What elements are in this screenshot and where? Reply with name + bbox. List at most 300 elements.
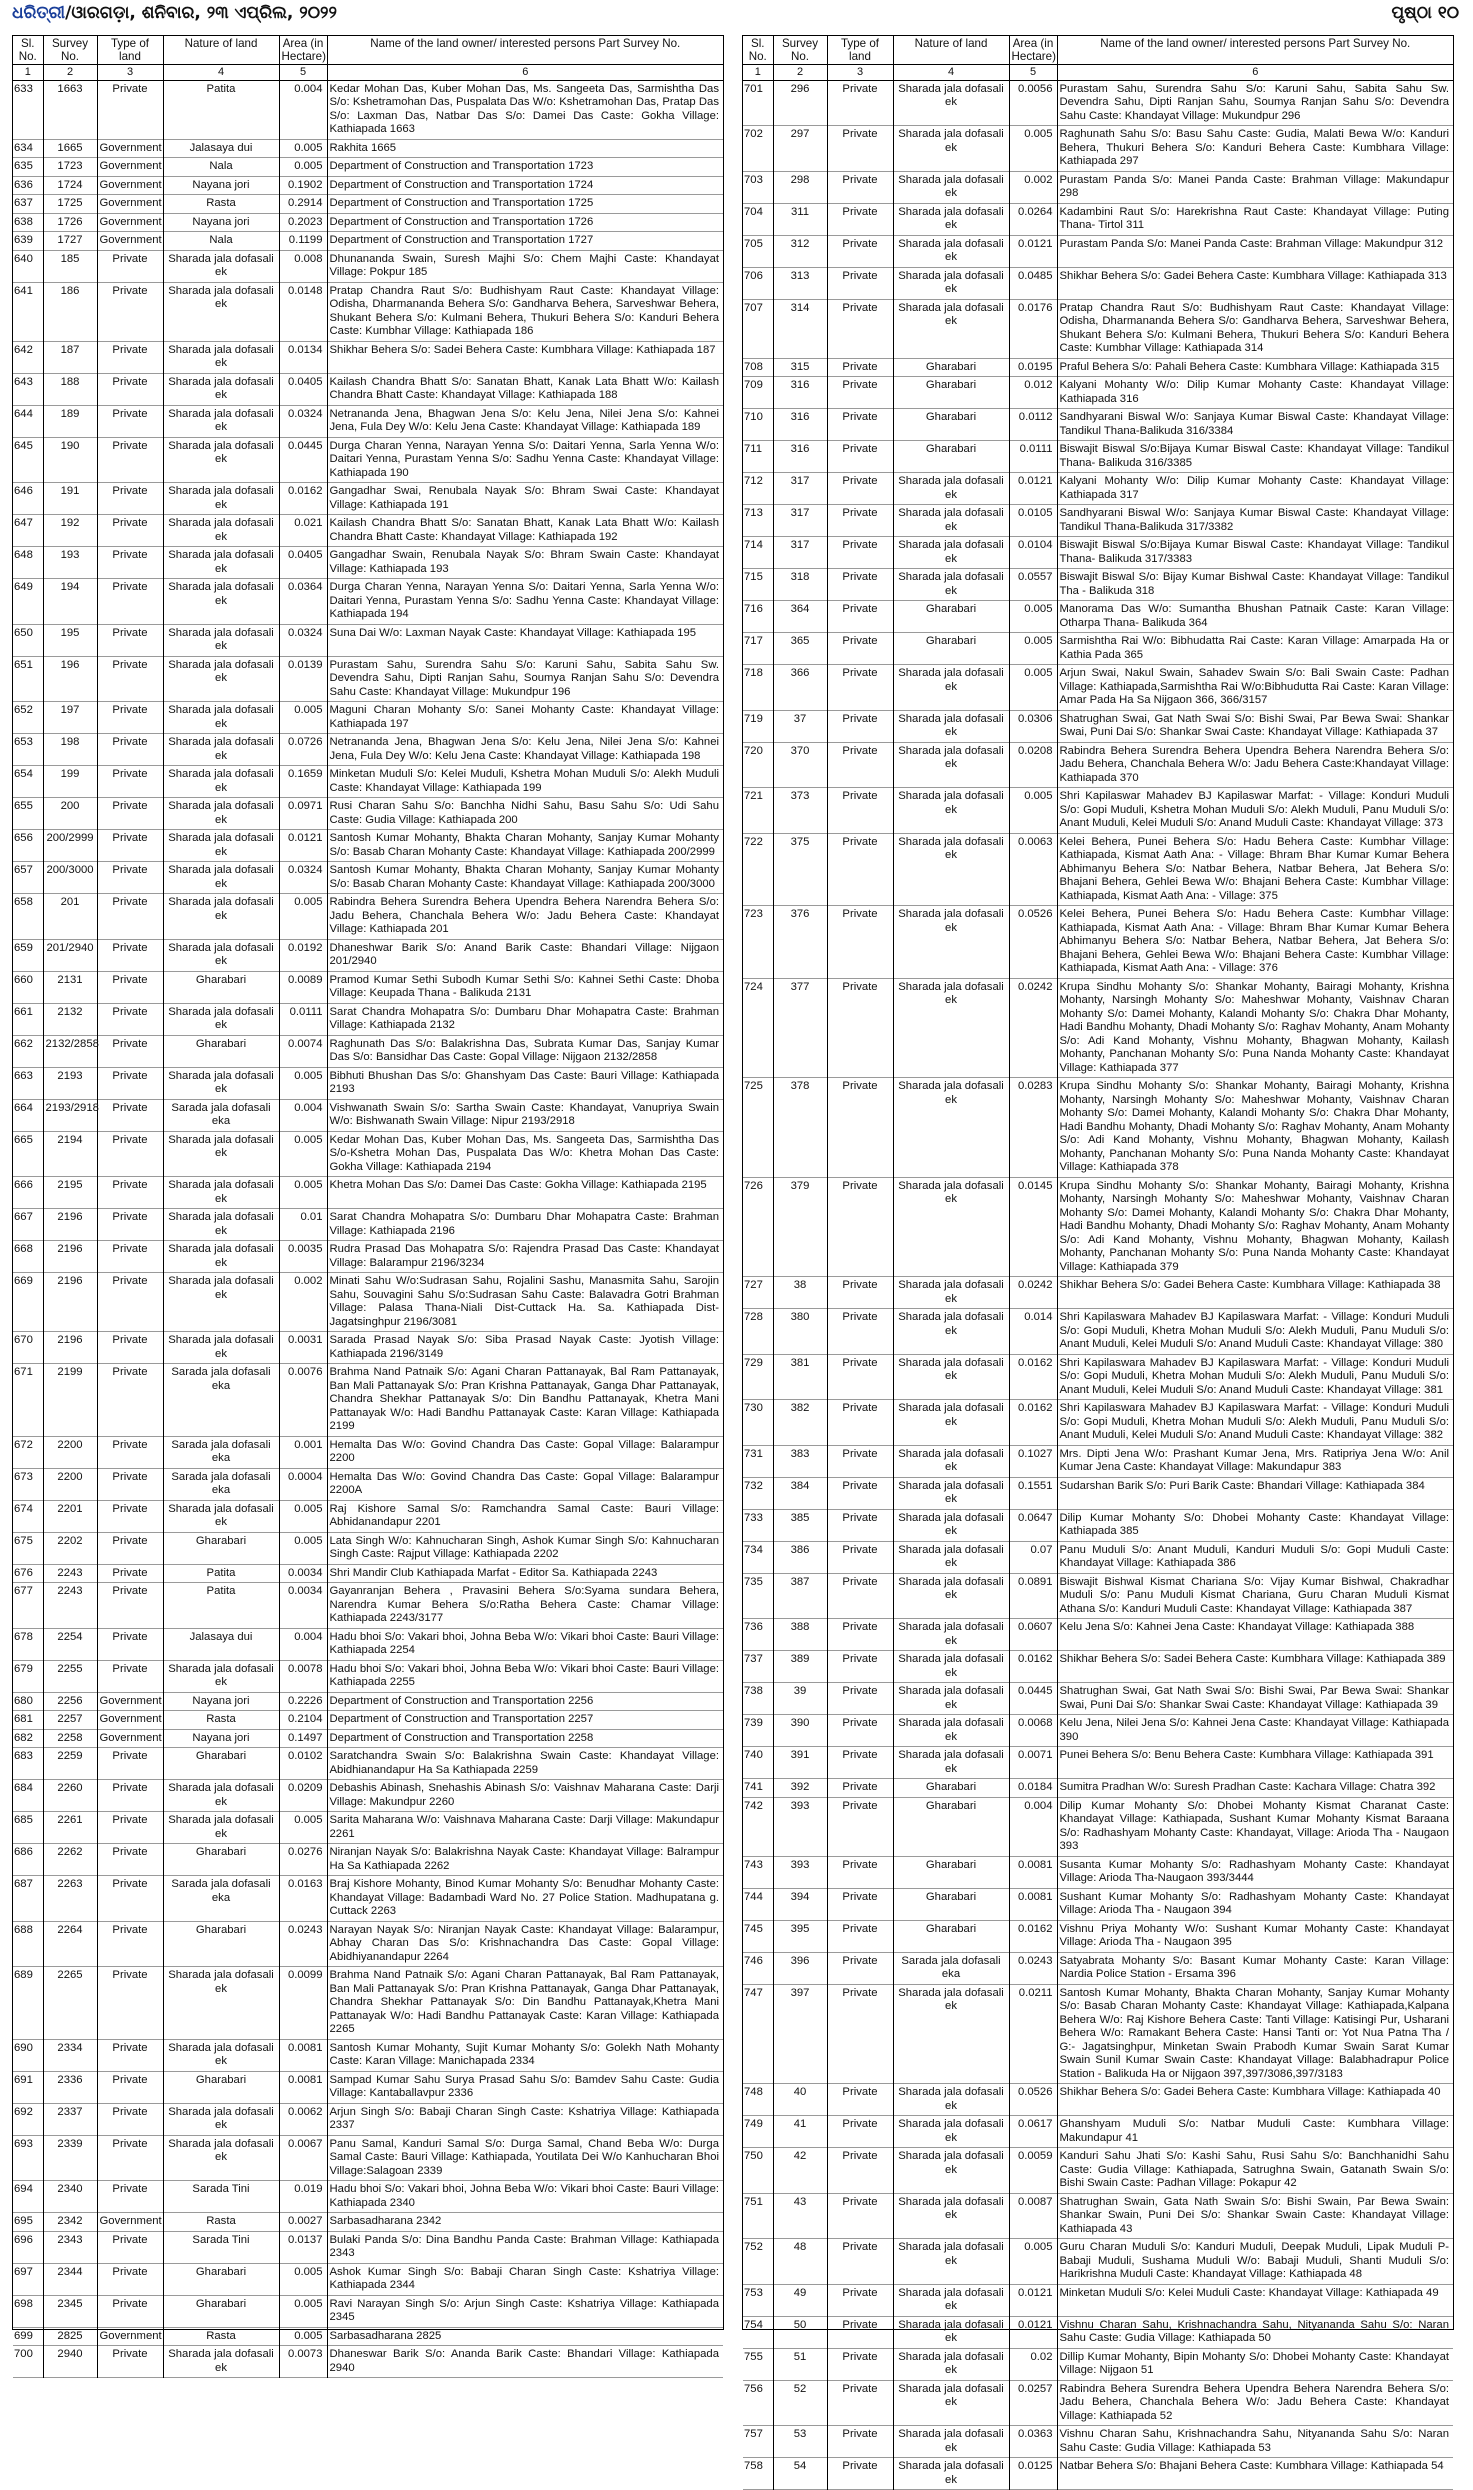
land-nature-cell: Patita <box>163 1564 279 1583</box>
area-cell: 0.1199 <box>279 232 327 251</box>
area-cell: 0.0031 <box>279 1332 327 1364</box>
sl-no-cell: 735 <box>743 1573 773 1619</box>
owner-cell: Bibhuti Bhushan Das S/o: Ghanshyam Das Caste: Bauri Village: Kathiapada 2193 <box>329 1069 719 1095</box>
area-cell: 0.0557 <box>1009 569 1057 601</box>
land-type-cell: Private <box>97 1099 163 1131</box>
area-cell: 0.0089 <box>279 971 327 1003</box>
land-nature-cell: Nala <box>163 158 279 177</box>
owner-cell: Krupa Sindhu Mohanty S/o: Shankar Mohanty, Bairagi Mohanty, Krishna Mohanty, Narsingh Mohanty S/o: Maheshwar Mohanty, Vaishnav Charan Mohanty S/o: Damei Mohanty, Kalandi Mohanty S/o: Chakra Dhar Mohanty, Hadi Bandhu Mohanty, Dhadi Mohanty S/o: Raghav Mohanty, Anam Mohanty S/o: Adi Kand Mohanty, Vishnu Mohanty, Bhagwan Mohanty, Kailash Mohanty, Panchanan Mohanty S/o: Puna Nanda Mohanty Caste: Khandayat Village: Kathiapada 377 <box>1059 980 1449 1074</box>
area-cell: 0.002 <box>279 1273 327 1332</box>
table-row <box>743 1920 1453 1952</box>
land-type-cell: Private <box>827 126 893 172</box>
sl-no-cell: 671 <box>13 1364 43 1437</box>
survey-no-cell: 2194 <box>43 1131 97 1177</box>
owner-cell: Sarmishtha Rai W/o: Bibhudatta Rai Caste: Karan Village: Amarpada Ha or Kathia Pada 365 <box>1059 635 1449 661</box>
table-row <box>13 1209 723 1241</box>
land-nature-cell: Gharabari <box>893 358 1009 377</box>
land-type-cell: Government <box>97 1729 163 1748</box>
survey-no-cell: 2261 <box>43 1812 97 1844</box>
sl-no-cell: 732 <box>743 1477 773 1509</box>
table-row <box>13 1003 723 1035</box>
owner-cell: Shikhar Behera S/o: Sadei Behera Caste: Kumbhara Village: Kathiapada 187 <box>329 343 716 356</box>
area-cell: 0.012 <box>1009 377 1057 409</box>
sl-no-cell: 720 <box>743 742 773 788</box>
sl-no-cell: 755 <box>743 2348 773 2380</box>
sl-no-cell: 652 <box>13 702 43 734</box>
land-type-cell: Private <box>827 1477 893 1509</box>
land-type-cell: Private <box>827 906 893 979</box>
land-type-cell: Private <box>827 1541 893 1573</box>
owner-cell: Shatrughan Swai, Gat Nath Swai S/o: Bishi Swai, Par Bewa Swai: Shankar Swai, Puni Dai S/o: Shankar Swai Caste: Khandayat Village: Kathiapada 39 <box>1059 1685 1449 1711</box>
survey-no-cell: 43 <box>773 2193 827 2239</box>
table-row <box>13 139 723 158</box>
land-type-cell: Private <box>827 2193 893 2239</box>
land-nature-cell: Sharada jala dofasali ek <box>163 547 279 579</box>
sl-no-cell: 743 <box>743 1856 773 1888</box>
owner-cell: Biswajit Biswal S/o:Bijaya Kumar Biswal Caste: Khandayat Village: Tandikul Thana- Balikuda 317/3383 <box>1059 539 1449 565</box>
sl-no-cell: 748 <box>743 2084 773 2116</box>
survey-no-cell: 2258 <box>43 1729 97 1748</box>
owner-cell: Krupa Sindhu Mohanty S/o: Shankar Mohanty, Bairagi Mohanty, Krishna Mohanty, Narsingh Mohanty S/o: Maheshwar Mohanty, Vaishnav Charan Mohanty S/o: Damei Mohanty, Kalandi Mohanty S/o: Chakra Dhar Mohanty, Hadi Bandhu Mohanty, Dhadi Mohanty S/o: Raghav Mohanty, Anam Mohanty S/o: Adi Kand Mohanty, Vishnu Mohanty, Bhagwan Mohanty, Kailash Mohanty, Panchanan Mohanty S/o: Puna Nanda Mohanty Caste: Khandayat Village: Kathiapada 378 <box>1059 1080 1449 1173</box>
land-type-cell: Private <box>827 710 893 742</box>
land-nature-cell: Sharada jala dofasali ek <box>163 1241 279 1273</box>
table-row <box>13 1177 723 1209</box>
area-cell: 0.0104 <box>1009 537 1057 569</box>
land-nature-cell: Sharada jala dofasali ek <box>893 2284 1009 2316</box>
sl-no-cell: 757 <box>743 2426 773 2458</box>
land-type-cell: Private <box>827 1619 893 1651</box>
land-type-cell: Private <box>827 1277 893 1309</box>
owner-cell: Dhaneshwar Barik S/o: Anand Barik Caste: Bhandari Village: Nijgaon 201/2940 <box>329 941 719 967</box>
table-row <box>13 437 723 483</box>
land-nature-cell: Sharada jala dofasali ek <box>163 1332 279 1364</box>
land-type-cell: Private <box>97 1564 163 1583</box>
land-type-cell: Private <box>97 1921 163 1967</box>
table-row <box>743 1715 1453 1747</box>
area-cell: 0.0081 <box>279 2039 327 2071</box>
land-type-cell: Government <box>97 1711 163 1730</box>
survey-no-cell: 194 <box>43 579 97 625</box>
land-nature-cell: Gharabari <box>163 1532 279 1564</box>
area-cell: 0.0087 <box>1009 2193 1057 2239</box>
land-type-cell: Private <box>97 1241 163 1273</box>
survey-no-cell: 192 <box>43 515 97 547</box>
area-cell: 0.0163 <box>279 1876 327 1922</box>
owner-cell: Khetra Mohan Das S/o: Damei Das Caste: Gokha Village: Kathiapada 2195 <box>329 1179 707 1191</box>
area-cell: 0.0276 <box>279 1844 327 1876</box>
owner-cell: Netrananda Jena, Bhagwan Jena S/o: Kelu Jena, Nilei Jena S/o: Kahnei Jena, Fula Dey W/o: Kelu Jena Caste: Khandayat Village: Kathiapada 189 <box>329 407 719 433</box>
land-type-cell: Private <box>97 373 163 405</box>
land-type-cell: Private <box>827 377 893 409</box>
owner-cell: Raghunath Sahu S/o: Basu Sahu Caste: Gudia, Malati Bewa W/o: Kanduri Behera, Thukuri Behera S/o: Kanduri Behera Caste: Kumbhara Village: Kathiapada 297 <box>1059 128 1449 167</box>
land-nature-cell: Gharabari <box>163 2295 279 2327</box>
sl-no-cell: 645 <box>13 437 43 483</box>
land-nature-cell: Sharada jala dofasali ek <box>893 505 1009 537</box>
survey-no-cell: 316 <box>773 409 827 441</box>
land-type-cell: Government <box>97 2327 163 2346</box>
owner-cell: Department of Construction and Transportation 2258 <box>329 1731 594 1744</box>
sl-no-cell: 724 <box>743 978 773 1078</box>
survey-no-cell: 188 <box>43 373 97 405</box>
survey-no-cell: 316 <box>773 441 827 473</box>
table-row <box>743 665 1453 711</box>
table-row <box>13 1583 723 1629</box>
land-nature-cell: Sharada jala dofasali ek <box>893 2426 1009 2458</box>
owner-cell: Narayan Nayak S/o: Niranjan Nayak Caste: Khandayat Village: Balarampur, Abhay Charan Das S/o: Krishnachandra Das Caste: Gopal Village: Abidhiyanandapur 2264 <box>329 1923 719 1963</box>
owner-cell: Santosh Kumar Mohanty, Sujit Kumar Mohanty S/o: Golekh Nath Mohanty Caste: Karan Village: Manichapada 2334 <box>329 2041 719 2067</box>
area-cell: 0.01 <box>279 1209 327 1241</box>
owner-cell: Punei Behera S/o: Benu Behera Caste: Kumbhara Village: Kathiapada 391 <box>1059 1749 1434 1761</box>
area-cell: 0.008 <box>279 250 327 282</box>
area-cell: 0.0324 <box>279 405 327 437</box>
table-row <box>743 2239 1453 2285</box>
table-row <box>13 2039 723 2071</box>
table-row <box>743 978 1453 1078</box>
owner-cell: Minketan Muduli S/o: Kelei Muduli Caste: Khandayat Village: Kathiapada 49 <box>1059 2286 1439 2299</box>
area-cell: 0.07 <box>1009 1541 1057 1573</box>
sl-no-cell: 637 <box>13 195 43 214</box>
survey-no-cell: 317 <box>773 473 827 505</box>
left-table-column <box>12 35 724 2374</box>
sl-no-cell: 716 <box>743 601 773 633</box>
area-cell: 0.0105 <box>1009 505 1057 537</box>
land-nature-cell: Gharabari <box>163 1748 279 1780</box>
owner-cell: Kelei Behera, Punei Behera S/o: Hadu Behera Caste: Kumbhar Village: Kathiapada, Kismat Aath Ana: - Village: Bhram Bhar Kumar Kumar Behera Abhimanyu Behera S/o: Natbar Behera, Natbar Behera, Jat Behera S/o: Bhajani Behera, Gehlei Bewa W/o: Bhajani Behera Caste: Kumbhar Village: Kathiapada, Kismat Aath Ana: - Village: 375 <box>1059 835 1449 902</box>
survey-no-cell: 54 <box>773 2458 827 2490</box>
land-type-cell: Private <box>97 1780 163 1812</box>
sl-no-cell: 665 <box>13 1131 43 1177</box>
area-cell: 0.005 <box>279 1500 327 1532</box>
land-type-cell: Private <box>97 734 163 766</box>
table-row <box>743 2284 1453 2316</box>
area-cell: 0.0034 <box>279 1564 327 1583</box>
table-row <box>13 1876 723 1922</box>
sl-no-cell: 672 <box>13 1436 43 1468</box>
land-nature-cell: Sharada jala dofasali ek <box>893 126 1009 172</box>
land-nature-cell: Rasta <box>163 2327 279 2346</box>
owner-cell: Department of Construction and Transportation 2256 <box>329 1694 594 1707</box>
area-cell: 0.004 <box>1009 1797 1057 1856</box>
area-cell: 0.0027 <box>279 2213 327 2232</box>
col-header-sl: Sl. No. <box>743 36 773 65</box>
col-number: 5 <box>1009 65 1057 81</box>
col-header-area: Area (in Hectare) <box>279 36 327 65</box>
area-cell: 0.005 <box>279 2295 327 2327</box>
sl-no-cell: 709 <box>743 377 773 409</box>
table-row <box>13 213 723 232</box>
area-cell: 0.0243 <box>1009 1952 1057 1984</box>
column-number-row <box>13 65 723 81</box>
area-cell: 0.0324 <box>279 624 327 656</box>
owner-cell: Natbar Behera S/o: Bhajani Behera Caste: Kumbhara Village: Kathiapada 54 <box>1059 2460 1444 2472</box>
col-number: 6 <box>327 65 723 81</box>
owner-cell: Brahma Nand Patnaik S/o: Agani Charan Pattanayak, Bal Ram Pattanayak, Ban Mali Pattanayak S/o: Pran Krishna Pattanayak, Ganga Dhar Pattanayak, Chandra Shekhar Pattanayak S/o: Din Bandhu Pattanayak, Khetra Mani Pattanayak W/o: Hadi Bandhu Pattanayak Caste: Karan Village: Kathiapada 2199 <box>329 1366 719 1432</box>
land-nature-cell: Sharada jala dofasali ek <box>163 1812 279 1844</box>
table-row <box>13 1564 723 1583</box>
owner-cell: Durga Charan Yenna, Narayan Yenna S/o: Daitari Yenna, Sarla Yenna W/o: Daitari Yenna, Purastam Yenna S/o: Sadhu Yenna Caste: Khandayat Village: Kathiapada 194 <box>329 581 719 620</box>
land-nature-cell: Sharada jala dofasali ek <box>893 537 1009 569</box>
sl-no-cell: 680 <box>13 1692 43 1711</box>
survey-no-cell: 51 <box>773 2348 827 2380</box>
survey-no-cell: 2825 <box>43 2327 97 2346</box>
owner-cell: Rabindra Behera Surendra Behera Upendra Behera Narendra Behera S/o: Jadu Behera, Chanchala Behera W/o: Jadu Behera Caste:Khandayat Village: Kathiapada 370 <box>1059 744 1449 784</box>
owner-cell: Kedar Mohan Das, Kuber Mohan Das, Ms. Sangeeta Das, Sarmishtha Das S/o-Kshetra Mohan Das, Puspalata Das W/o: Khetra Mohan Das Caste: Gokha Village: Kathiapada 2194 <box>329 1133 719 1173</box>
survey-no-cell: 2337 <box>43 2103 97 2135</box>
owner-cell: Kadambini Raut S/o: Harekrishna Raut Caste: Khandayat Village: Puting Thana- Tirtol 311 <box>1059 205 1449 231</box>
survey-no-cell: 393 <box>773 1797 827 1856</box>
col-number: 4 <box>893 65 1009 81</box>
land-nature-cell: Gharabari <box>893 1888 1009 1920</box>
land-type-cell: Government <box>97 213 163 232</box>
owner-cell: Shatrughan Swain, Gata Nath Swain S/o: Bishi Swain, Par Bewa Swain: Shankar Swain, Puni Dei S/o: Shankar Swain Caste: Khandayat Village: Kathiapada 43 <box>1059 2195 1449 2235</box>
owner-cell: Hadu bhoi S/o: Vakari bhoi, Johna Beba W/o: Vikari bhoi Caste: Bauri Village: Kathiapada 2340 <box>329 2183 719 2209</box>
survey-no-cell: 52 <box>773 2380 827 2426</box>
survey-no-cell: 376 <box>773 906 827 979</box>
sl-no-cell: 742 <box>743 1797 773 1856</box>
area-cell: 0.0162 <box>1009 1354 1057 1400</box>
area-cell: 0.0363 <box>1009 2426 1057 2458</box>
table-row <box>13 971 723 1003</box>
owner-cell: Purastam Panda S/o: Manei Panda Caste: Brahman Village: Makundpur 312 <box>1059 237 1443 250</box>
owner-cell: Kelu Jena, Nilei Jena S/o: Kahnei Jena Caste: Khandayat Village: Kathiapada 390 <box>1059 1717 1449 1743</box>
sl-no-cell: 696 <box>13 2231 43 2263</box>
land-nature-cell: Sarada jala dofasali eka <box>163 1876 279 1922</box>
survey-no-cell: 390 <box>773 1715 827 1747</box>
land-nature-cell: Gharabari <box>893 601 1009 633</box>
land-nature-cell: Sarada jala dofasali eka <box>163 1468 279 1500</box>
area-cell: 0.0139 <box>279 656 327 702</box>
land-nature-cell: Sharada jala dofasali ek <box>893 2458 1009 2490</box>
sl-no-cell: 678 <box>13 1628 43 1660</box>
sl-no-cell: 666 <box>13 1177 43 1209</box>
owner-cell: Dilip Kumar Mohanty S/o: Dhobei Mohanty Kismat Charanat Caste: Khandayat Village: Kathiapada, Sushant Kumar Mohanty Kismat Baraana S/o: Radhashyam Mohanty Caste: Khandayat, Village: Arioda Tha - Naugaon 393 <box>1059 1799 1449 1852</box>
area-cell: 0.004 <box>279 1628 327 1660</box>
owner-cell: Purastam Sahu, Surendra Sahu S/o: Karuni Sahu, Sabita Sahu Sw. Devendra Sahu, Dipti Ranjan Sahu, Soumya Ranjan Sahu S/o: Devendra Sahu Caste: Khandayat Village: Mukundpur 296 <box>1059 82 1449 122</box>
area-cell: 0.0726 <box>279 734 327 766</box>
table-row <box>743 1619 1453 1651</box>
sl-no-cell: 649 <box>13 579 43 625</box>
survey-no-cell: 388 <box>773 1619 827 1651</box>
table-row <box>743 1779 1453 1798</box>
survey-no-cell: 318 <box>773 569 827 601</box>
land-type-cell: Private <box>827 788 893 834</box>
owner-cell: Department of Construction and Transportation 1725 <box>329 197 594 209</box>
sl-no-cell: 706 <box>743 267 773 299</box>
area-cell: 0.0162 <box>1009 1400 1057 1446</box>
survey-no-cell: 317 <box>773 505 827 537</box>
table-row <box>743 203 1453 235</box>
land-type-cell: Private <box>827 1952 893 1984</box>
owner-cell: Gangadhar Swai, Renubala Nayak S/o: Bhram Swai Caste: Khandayat Village: Kathiapada 191 <box>329 485 719 511</box>
table-row <box>13 1332 723 1364</box>
table-header-row <box>13 36 723 65</box>
sl-no-cell: 711 <box>743 441 773 473</box>
sl-no-cell: 654 <box>13 766 43 798</box>
area-cell: 0.1902 <box>279 176 327 195</box>
area-cell: 0.0056 <box>1009 80 1057 126</box>
table-row <box>13 798 723 830</box>
owner-cell: Sarada Prasad Nayak S/o: Siba Prasad Nayak Caste: Jyotish Village: Kathiapada 2196/3149 <box>329 1334 719 1360</box>
table-row <box>13 1660 723 1692</box>
survey-no-cell: 2200 <box>43 1468 97 1500</box>
owner-cell: Praful Behera S/o: Pahali Behera Caste: Kumbhara Village: Kathiapada 315 <box>1059 360 1440 373</box>
land-type-cell: Private <box>827 203 893 235</box>
owner-cell: Department of Construction and Transportation 1723 <box>329 160 594 172</box>
sl-no-cell: 744 <box>743 1888 773 1920</box>
land-nature-cell: Sharada jala dofasali ek <box>163 579 279 625</box>
land-type-cell: Private <box>827 1797 893 1856</box>
sl-no-cell: 715 <box>743 569 773 601</box>
table-row <box>13 547 723 579</box>
land-type-cell: Private <box>97 830 163 862</box>
survey-no-cell: 2259 <box>43 1748 97 1780</box>
owner-cell: Netrananda Jena, Bhagwan Jena S/o: Kelu Jena, Nilei Jena S/o: Kahnei Jena, Fula Dey W/o: Kelu Jena Caste: Khandayat Village: Kathiapada 198 <box>329 736 719 762</box>
owner-cell: Santosh Kumar Mohanty, Bhakta Charan Mohanty, Sanjay Kumar Mohanty S/o: Basab Charan Mohanty Caste: Khandayat Village: Kathiapada 200/2999 <box>329 832 719 858</box>
owner-cell: Hemalta Das W/o: Govind Chandra Das Caste: Gopal Village: Balarampur 2200A <box>329 1470 719 1496</box>
survey-no-cell: 2254 <box>43 1628 97 1660</box>
table-row <box>743 2426 1453 2458</box>
dateline: /ଓାରଗଡ଼ା, ଶନିବାର, ୨୩ ଏପ୍ରିଲ, ୨୦୨୨ <box>65 3 337 23</box>
survey-no-cell: 186 <box>43 282 97 341</box>
survey-no-cell: 2199 <box>43 1364 97 1437</box>
survey-no-cell: 395 <box>773 1920 827 1952</box>
land-type-cell: Private <box>97 579 163 625</box>
table-row <box>743 742 1453 788</box>
land-type-cell: Private <box>827 358 893 377</box>
land-nature-cell: Nayana jori <box>163 213 279 232</box>
area-cell: 0.005 <box>279 139 327 158</box>
land-nature-cell: Rasta <box>163 1711 279 1730</box>
owner-cell: Shikhar Behera S/o: Gadei Behera Caste: Kumbhara Village: Kathiapada 313 <box>1059 269 1447 282</box>
land-nature-cell: Sharada jala dofasali ek <box>893 1277 1009 1309</box>
owner-cell: Raj Kishore Samal S/o: Ramchandra Samal Caste: Bauri Village: Abhidanandapur 2201 <box>329 1502 719 1528</box>
sl-no-cell: 677 <box>13 1583 43 1629</box>
land-type-cell: Private <box>97 1177 163 1209</box>
sl-no-cell: 675 <box>13 1532 43 1564</box>
survey-no-cell: 2193 <box>43 1067 97 1099</box>
land-type-cell: Private <box>97 971 163 1003</box>
owner-cell: Santosh Kumar Mohanty, Bhakta Charan Mohanty, Sanjay Kumar Mohanty S/o: Basab Charan Mohanty Caste: Khandayat Village: Kathiapada 200/3000 <box>329 864 719 890</box>
sl-no-cell: 676 <box>13 1564 43 1583</box>
land-type-cell: Private <box>827 2284 893 2316</box>
survey-no-cell: 2257 <box>43 1711 97 1730</box>
table-row <box>743 1400 1453 1446</box>
land-type-cell: Private <box>97 341 163 373</box>
area-cell: 0.005 <box>1009 2239 1057 2285</box>
survey-no-cell: 39 <box>773 1683 827 1715</box>
land-nature-cell: Sharada jala dofasali ek <box>163 1003 279 1035</box>
land-nature-cell: Gharabari <box>893 1797 1009 1856</box>
survey-no-cell: 50 <box>773 2316 827 2348</box>
owner-cell: Brahma Nand Patnaik S/o: Agani Charan Pattanayak, Bal Ram Pattanayak, Ban Mali Pattanayak S/o: Pran Krishna Pattanayak, Ganga Dhar Pattanayak, Chandra Shekhar Pattanayak S/o: Din Bandhu Pattanayak,Khetra Mani Pattanayak W/o: Hadi Bandhu Pattanayak Caste: Karan Village: Kathiapada 2265 <box>329 1969 719 2035</box>
area-cell: 0.0102 <box>279 1748 327 1780</box>
land-nature-cell: Gharabari <box>893 441 1009 473</box>
area-cell: 0.0264 <box>1009 203 1057 235</box>
owner-cell: Mrs. Dipti Jena W/o: Prashant Kumar Jena, Mrs. Ratipriya Jena W/o: Anil Kumar Jena Caste: Khandayat Village: Makundapur 383 <box>1059 1447 1449 1473</box>
sl-no-cell: 690 <box>13 2039 43 2071</box>
table-row <box>743 267 1453 299</box>
table-row <box>13 341 723 373</box>
area-cell: 0.0112 <box>1009 409 1057 441</box>
land-type-cell: Private <box>97 1876 163 1922</box>
survey-no-cell: 364 <box>773 601 827 633</box>
area-cell: 0.005 <box>279 1177 327 1209</box>
table-row <box>743 1445 1453 1477</box>
table-row <box>743 1541 1453 1573</box>
col-header-type: Type of land <box>827 36 893 65</box>
sl-no-cell: 737 <box>743 1651 773 1683</box>
sl-no-cell: 695 <box>13 2213 43 2232</box>
area-cell: 0.0405 <box>279 547 327 579</box>
right-table-column <box>742 35 1454 2486</box>
owner-cell: Sumitra Pradhan W/o: Suresh Pradhan Caste: Kachara Village: Chatra 392 <box>1059 1781 1436 1793</box>
area-cell: 0.0134 <box>279 341 327 373</box>
survey-no-cell: 2342 <box>43 2213 97 2232</box>
area-cell: 0.005 <box>1009 633 1057 665</box>
sl-no-cell: 653 <box>13 734 43 766</box>
owner-cell: Vishwanath Swain S/o: Sartha Swain Caste: Khandayat, Vanupriya Swain W/o: Bishwanath Swain Village: Nipur 2193/2918 <box>329 1101 719 1127</box>
land-type-cell: Private <box>827 1920 893 1952</box>
land-type-cell: Private <box>97 766 163 798</box>
land-type-cell: Private <box>827 1715 893 1747</box>
area-cell: 0.0195 <box>1009 358 1057 377</box>
table-row <box>13 1729 723 1748</box>
area-cell: 0.0526 <box>1009 906 1057 979</box>
table-row <box>13 1844 723 1876</box>
land-type-cell: Private <box>827 1779 893 1798</box>
survey-no-cell: 383 <box>773 1445 827 1477</box>
table-row <box>13 1067 723 1099</box>
land-nature-cell: Patita <box>163 80 279 139</box>
sl-no-cell: 633 <box>13 80 43 139</box>
owner-cell: Krupa Sindhu Mohanty S/o: Shankar Mohanty, Bairagi Mohanty, Krishna Mohanty, Narsingh Mohanty S/o: Maheshwar Mohanty, Vaishnav Charan Mohanty S/o: Damei Mohanty, Kalandi Mohanty S/o: Chakra Dhar Mohanty, Hadi Bandhu Mohanty, Dhadi Mohanty S/o: Raghav Mohanty, Anam Mohanty S/o: Adi Kand Mohanty, Vishnu Mohanty, Bhagwan Mohanty, Kailash Mohanty, Panchanan Mohanty S/o: Puna Nanda Mohanty Caste: Khandayat Village: Kathiapada 379 <box>1059 1179 1449 1273</box>
owner-cell: Pratap Chandra Raut S/o: Budhishyam Raut Caste: Khandayat Village: Odisha, Dharmananda Behera S/o: Gandharva Behera, Sarveshwar Behera, Shukant Behera S/o: Kulmani Behera, Thukuri Behera S/o: Kanduri Behera Caste: Kumbhar Village: Kathiapada 314 <box>1059 301 1449 354</box>
survey-no-cell: 2196 <box>43 1209 97 1241</box>
owner-cell: Biswajit Biswal S/o: Bijay Kumar Bishwal Caste: Khandayat Village: Tandikul Tha - Balikuda 318 <box>1059 571 1449 597</box>
survey-no-cell: 197 <box>43 702 97 734</box>
sl-no-cell: 661 <box>13 1003 43 1035</box>
sl-no-cell: 713 <box>743 505 773 537</box>
area-cell: 0.0145 <box>1009 1177 1057 1277</box>
sl-no-cell: 658 <box>13 894 43 940</box>
survey-no-cell: 389 <box>773 1651 827 1683</box>
survey-no-cell: 366 <box>773 665 827 711</box>
land-nature-cell: Sharada jala dofasali ek <box>893 80 1009 126</box>
survey-no-cell: 2196 <box>43 1332 97 1364</box>
owner-cell: Bulaki Panda S/o: Dina Bandhu Panda Caste: Brahman Village: Kathiapada 2343 <box>329 2233 719 2259</box>
land-nature-cell: Sharada jala dofasali ek <box>163 798 279 830</box>
sl-no-cell: 754 <box>743 2316 773 2348</box>
land-type-cell: Private <box>97 1131 163 1177</box>
survey-no-cell: 384 <box>773 1477 827 1509</box>
area-cell: 0.0074 <box>279 1035 327 1067</box>
owner-cell: Vishnu Priya Mohanty W/o: Sushant Kumar Mohanty Caste: Khandayat Village: Arioda Tha - Naugaon 395 <box>1059 1922 1449 1948</box>
area-cell: 0.2023 <box>279 213 327 232</box>
land-type-cell: Private <box>97 894 163 940</box>
owner-cell: Durga Charan Yenna, Narayan Yenna S/o: Daitari Yenna, Sarla Yenna W/o: Daitari Yenna, Purastam Yenna S/o: Sadhu Yenna Caste: Khandayat Village: Kathiapada 190 <box>329 439 719 479</box>
land-type-cell: Private <box>827 2148 893 2194</box>
area-cell: 0.005 <box>279 894 327 940</box>
survey-no-cell: 48 <box>773 2239 827 2285</box>
sl-no-cell: 701 <box>743 80 773 126</box>
land-nature-cell: Gharabari <box>163 971 279 1003</box>
table-row <box>743 601 1453 633</box>
table-row <box>13 1364 723 1437</box>
land-nature-cell: Patita <box>163 1583 279 1629</box>
col-number: 2 <box>773 65 827 81</box>
survey-no-cell: 393 <box>773 1856 827 1888</box>
col-header-nature: Nature of land <box>893 36 1009 65</box>
